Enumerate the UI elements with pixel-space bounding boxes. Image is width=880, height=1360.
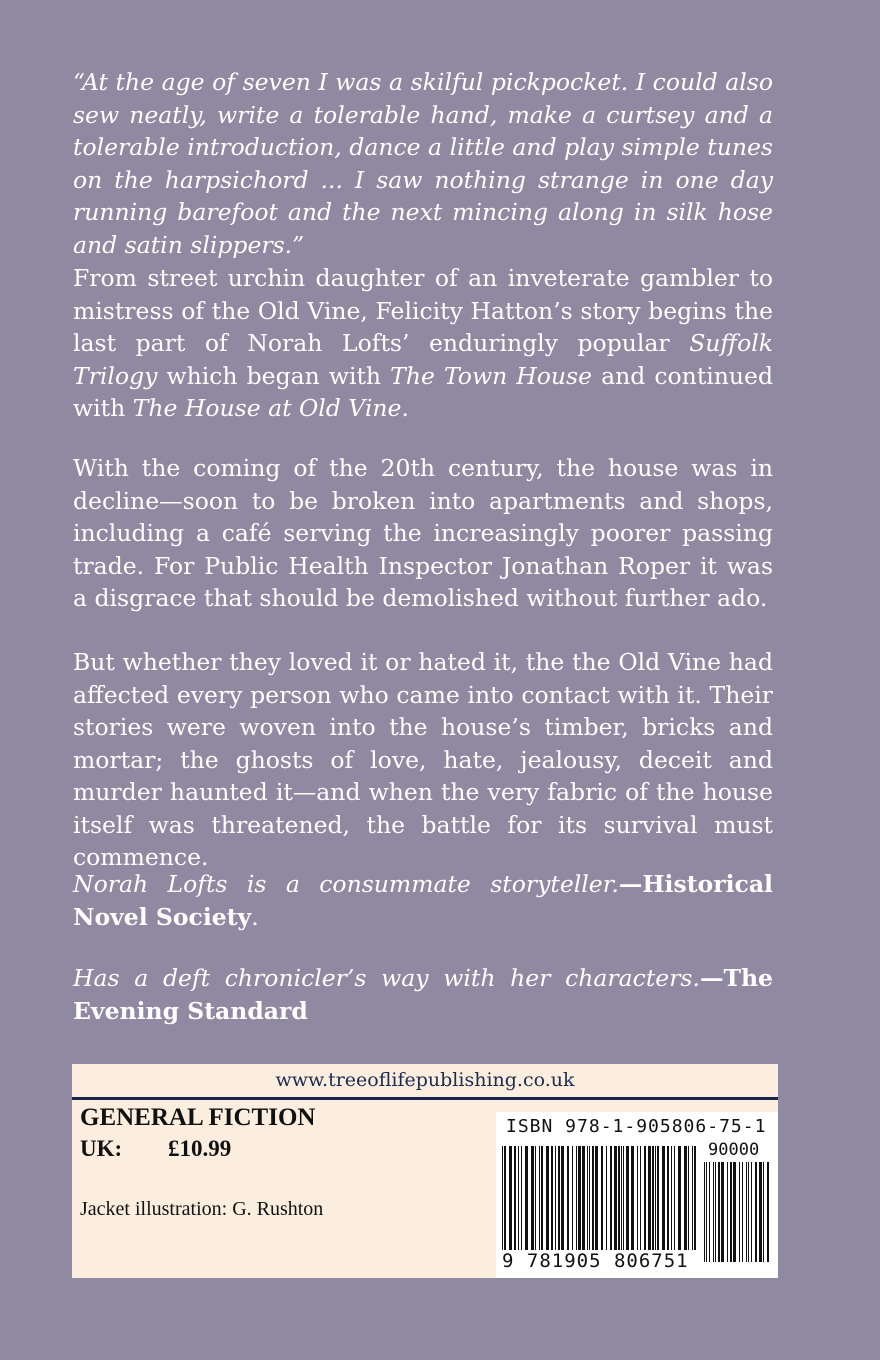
barcode-bar xyxy=(704,1162,705,1262)
barcode xyxy=(496,1112,778,1278)
barcode-bar xyxy=(742,1162,743,1262)
barcode-bar xyxy=(618,1146,620,1250)
publisher-url: www.treeoflifepublishing.co.uk xyxy=(275,1069,575,1091)
barcode-bar xyxy=(706,1162,707,1262)
barcode-bar xyxy=(567,1146,569,1250)
barcode-bar xyxy=(509,1146,512,1250)
barcode-bar xyxy=(678,1146,681,1250)
barcode-bar xyxy=(767,1162,769,1262)
barcode-bar xyxy=(655,1146,656,1250)
barcode-bar xyxy=(631,1146,634,1250)
synopsis-paragraph-3 xyxy=(73,646,773,874)
barcode-bar xyxy=(558,1146,560,1250)
barcode-bar xyxy=(595,1146,598,1250)
barcode-bar xyxy=(662,1146,665,1250)
review-quote: Has a deft chronicler’s way with her characters. xyxy=(73,964,700,992)
barcode-bar xyxy=(715,1162,716,1262)
synopsis-text: and continued with xyxy=(73,361,773,422)
barcode-bar xyxy=(652,1146,654,1250)
illustration-credit: Jacket illustration: G. Rushton xyxy=(80,1198,324,1220)
barcode-bar xyxy=(692,1146,693,1250)
barcode-bar xyxy=(561,1146,564,1250)
barcode-bar xyxy=(713,1162,714,1262)
barcode-bar xyxy=(592,1146,594,1250)
addon-barcode-bars xyxy=(704,1162,772,1264)
review-1 xyxy=(73,868,773,933)
synopsis-text: But whether they loved it or hated it, the the Old Vine had affected every person who came into contact with it. Their stories were woven into the house’s timber, bricks and mortar; the ghosts of love, hate, jealousy, deceit and murder haunted it—and when the very fabric of the house itself was threatened, the battle for its survival must commence. xyxy=(73,648,773,871)
barcode-bar xyxy=(739,1162,740,1262)
barcode-bar xyxy=(555,1146,556,1250)
review-quote: Norah Lofts is a consummate storyteller. xyxy=(73,870,619,898)
barcode-bar xyxy=(535,1146,536,1250)
barcode-bar xyxy=(539,1146,540,1250)
barcode-bar xyxy=(674,1146,675,1250)
price-label: UK: xyxy=(80,1136,123,1161)
synopsis-text: . xyxy=(401,394,409,422)
barcode-bar xyxy=(657,1146,659,1250)
opening-quote xyxy=(73,66,773,261)
barcode-bar xyxy=(684,1146,687,1250)
barcode-bar xyxy=(572,1146,573,1250)
price-value: £10.99 xyxy=(168,1136,232,1161)
ean-digits: 9 781905 806751 xyxy=(502,1250,689,1272)
barcode-bar xyxy=(727,1162,728,1262)
barcode-bar xyxy=(640,1146,641,1250)
barcode-bar xyxy=(637,1146,638,1250)
barcode-bar xyxy=(601,1146,603,1250)
barcode-bar xyxy=(546,1146,549,1250)
book-title: Suffolk Trilogy xyxy=(73,329,773,390)
book-title: The House at Old Vine xyxy=(132,394,402,422)
barcode-bar xyxy=(694,1146,696,1250)
barcode-bar xyxy=(755,1162,757,1262)
barcode-bar xyxy=(610,1146,612,1250)
barcode-bar xyxy=(688,1146,689,1250)
barcode-bar xyxy=(751,1162,752,1262)
barcode-bars xyxy=(502,1146,698,1264)
barcode-bar xyxy=(582,1146,585,1250)
barcode-bar xyxy=(589,1146,590,1250)
synopsis-text: From street urchin daughter of an inveterate gambler to mistress of the Old Vine, Felicity Hatton’s story begins the last part of Norah Lofts’ enduringly popular xyxy=(73,264,773,357)
barcode-bar xyxy=(587,1146,588,1250)
barcode-bar xyxy=(614,1146,617,1250)
barcode-bar xyxy=(578,1146,581,1250)
barcode-bar xyxy=(759,1162,762,1262)
barcode-bar xyxy=(551,1146,553,1250)
review-source: —Historical Novel Society xyxy=(73,870,773,931)
barcode-bar xyxy=(644,1146,646,1250)
barcode-bar xyxy=(518,1146,519,1250)
barcode-bar xyxy=(576,1146,577,1250)
isbn-text: ISBN 978-1-905806-75-1 xyxy=(506,1116,767,1137)
barcode-bar xyxy=(718,1162,720,1262)
barcode-bar xyxy=(521,1146,522,1250)
barcode-bar xyxy=(733,1162,736,1262)
barcode-bar xyxy=(746,1162,747,1262)
barcode-bar xyxy=(541,1146,543,1250)
synopsis-text: which began with xyxy=(157,361,391,390)
barcode-bar xyxy=(721,1162,724,1262)
barcode-bar xyxy=(514,1146,516,1250)
barcode-bar xyxy=(623,1146,624,1250)
barcode-bar xyxy=(667,1146,669,1250)
barcode-bar xyxy=(671,1146,672,1250)
barcode-bar xyxy=(730,1162,732,1262)
review-2 xyxy=(73,962,773,1027)
barcode-bar xyxy=(626,1146,629,1250)
barcode-bar xyxy=(748,1162,749,1262)
opening-quote-text: “At the age of seven I was a skilful pickpocket. I could also sew neatly, write a tolerable hand, make a curtsey and a tolerable introduction, dance a little and play simple tunes on the harpsichord ... I saw nothing strange in one day running barefoot and the next mincing along in silk hose and satin slippers.” xyxy=(73,68,773,259)
barcode-bar xyxy=(502,1146,503,1250)
review-source: —The Evening Standard xyxy=(73,964,773,1025)
review-end: . xyxy=(251,902,259,931)
synopsis-text: With the coming of the 20th century, the house was in decline—soon to be broken into apartments and shops, including a café serving the increasingly poorer passing trade. For Public Health Inspector Jonathan Roper it was a disgrace that should be demolished without further ado. xyxy=(73,454,773,612)
barcode-bar xyxy=(621,1146,622,1250)
barcode-bar xyxy=(531,1146,534,1250)
genre-label: GENERAL FICTION xyxy=(80,1104,316,1131)
barcode-bar xyxy=(648,1146,651,1250)
synopsis-paragraph-1 xyxy=(73,262,773,425)
divider-rule xyxy=(72,1097,778,1100)
barcode-bar xyxy=(504,1146,506,1250)
barcode-bar xyxy=(763,1162,764,1262)
publisher-info-box xyxy=(72,1064,778,1278)
barcode-bar xyxy=(709,1162,710,1262)
synopsis-paragraph-2 xyxy=(73,452,773,615)
barcode-bar xyxy=(606,1146,607,1250)
book-title: The Town House xyxy=(390,361,593,390)
addon-digits: 90000 xyxy=(708,1140,760,1160)
barcode-bar xyxy=(525,1146,528,1250)
